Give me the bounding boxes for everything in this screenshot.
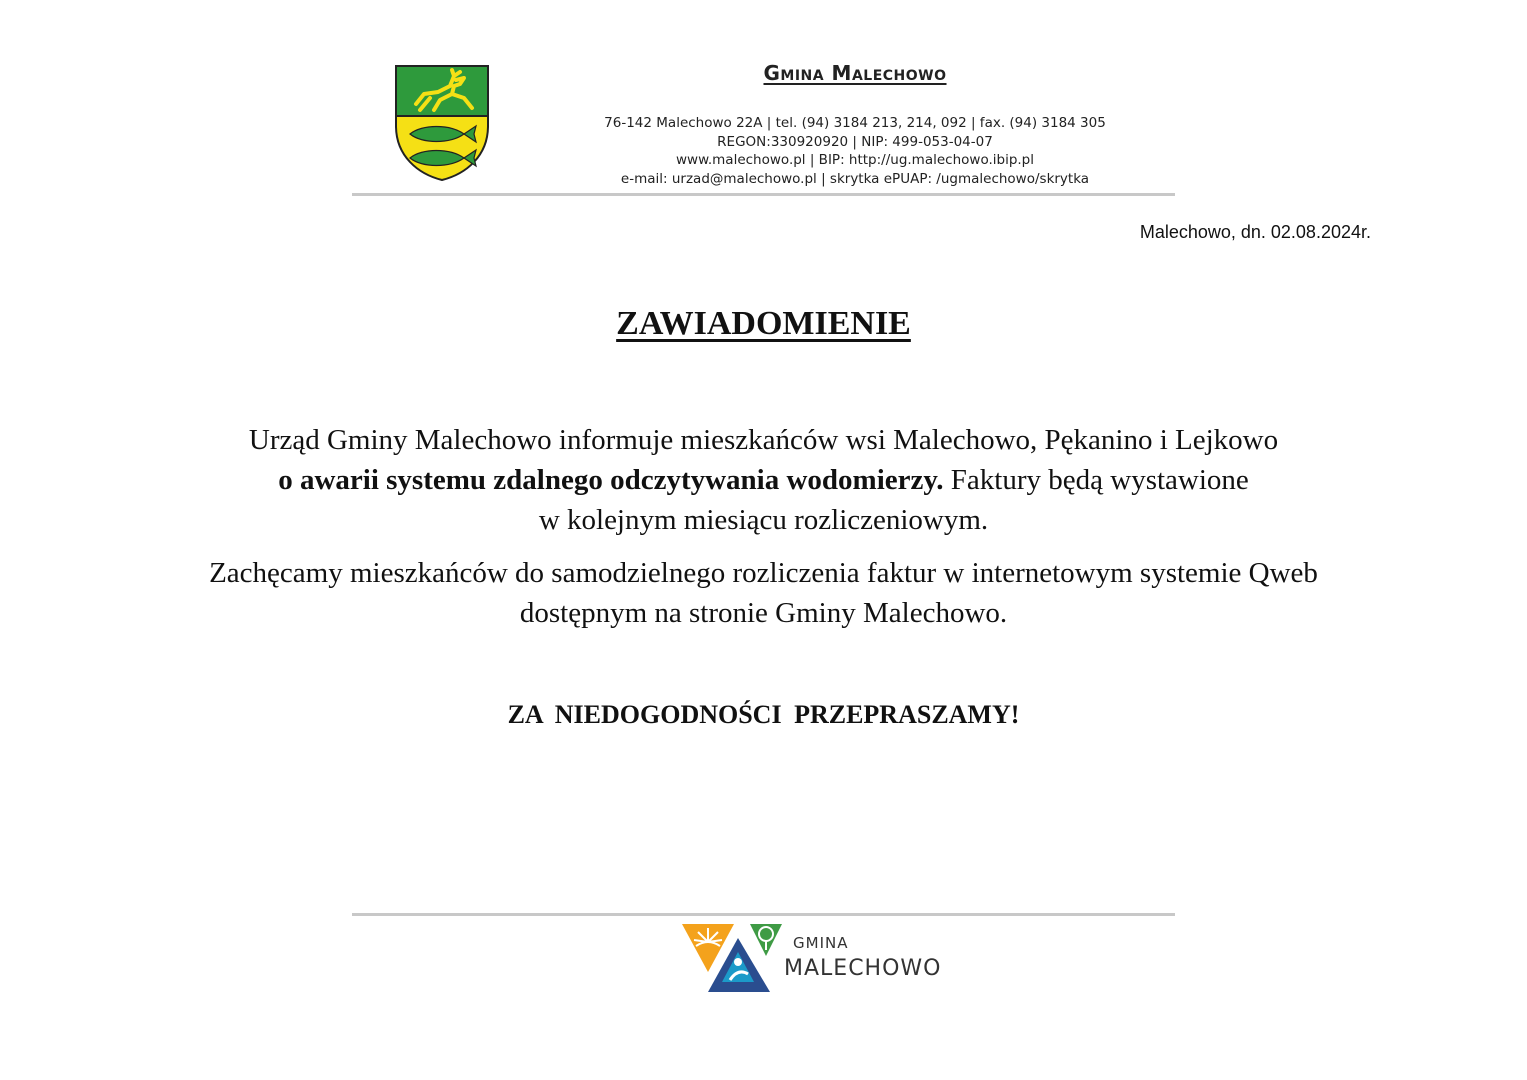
contact-web-line[interactable]: www.malechowo.pl | BIP: http://ug.malechowo.ibip.pl xyxy=(675,152,1035,168)
coat-of-arms-icon xyxy=(394,64,490,182)
footer-logo-word-gmina: GMINA xyxy=(793,934,849,952)
notice-paragraph xyxy=(60,420,1467,540)
contact-block xyxy=(530,114,1180,188)
notice-line-1: Urząd Gminy Malechowo informuje mieszkańców wsi Malechowo, Pękanino i Lejkowo xyxy=(248,424,1279,456)
org-name: Gmina Malechowo xyxy=(763,61,947,85)
notice-line-3: w kolejnym miesiącu rozliczeniowym. xyxy=(538,504,989,536)
contact-regon-line: REGON:330920920 | NIP: 499-053-04-07 xyxy=(717,133,993,150)
encouragement-line-2: dostępnym na stronie Gminy Malechowo. xyxy=(519,597,1008,629)
footer-logo-word-malechowo: MALECHOWO xyxy=(784,956,942,981)
municipality-logo-icon xyxy=(682,922,782,994)
document-date: Malechowo, dn. 02.08.2024r. xyxy=(1139,222,1371,242)
contact-email-line[interactable]: e-mail: urzad@malechowo.pl | skrytka ePUAP: /ugmalechowo/skrytka xyxy=(620,170,1090,187)
apology-text: ZA NIEDOGODNOŚCI PRZEPRASZAMY! xyxy=(507,700,1020,729)
document-title: ZAWIADOMIENIE xyxy=(616,305,911,342)
encouragement-paragraph xyxy=(60,553,1467,633)
notice-after-bold: Faktury będą wystawione xyxy=(943,464,1249,496)
encouragement-line-1: Zachęcamy mieszkańców do samodzielnego rozliczenia faktur w internetowym systemie Qweb xyxy=(209,557,1318,589)
header-divider xyxy=(352,193,1175,196)
notice-line-2 xyxy=(60,460,1467,500)
contact-address-line: 76-142 Malechowo 22A | tel. (94) 3184 213, 214, 092 | fax. (94) 3184 305 xyxy=(604,115,1106,131)
footer-divider xyxy=(352,913,1175,916)
notice-bold-text: o awarii systemu zdalnego odczytywania wodomierzy. xyxy=(278,464,944,496)
